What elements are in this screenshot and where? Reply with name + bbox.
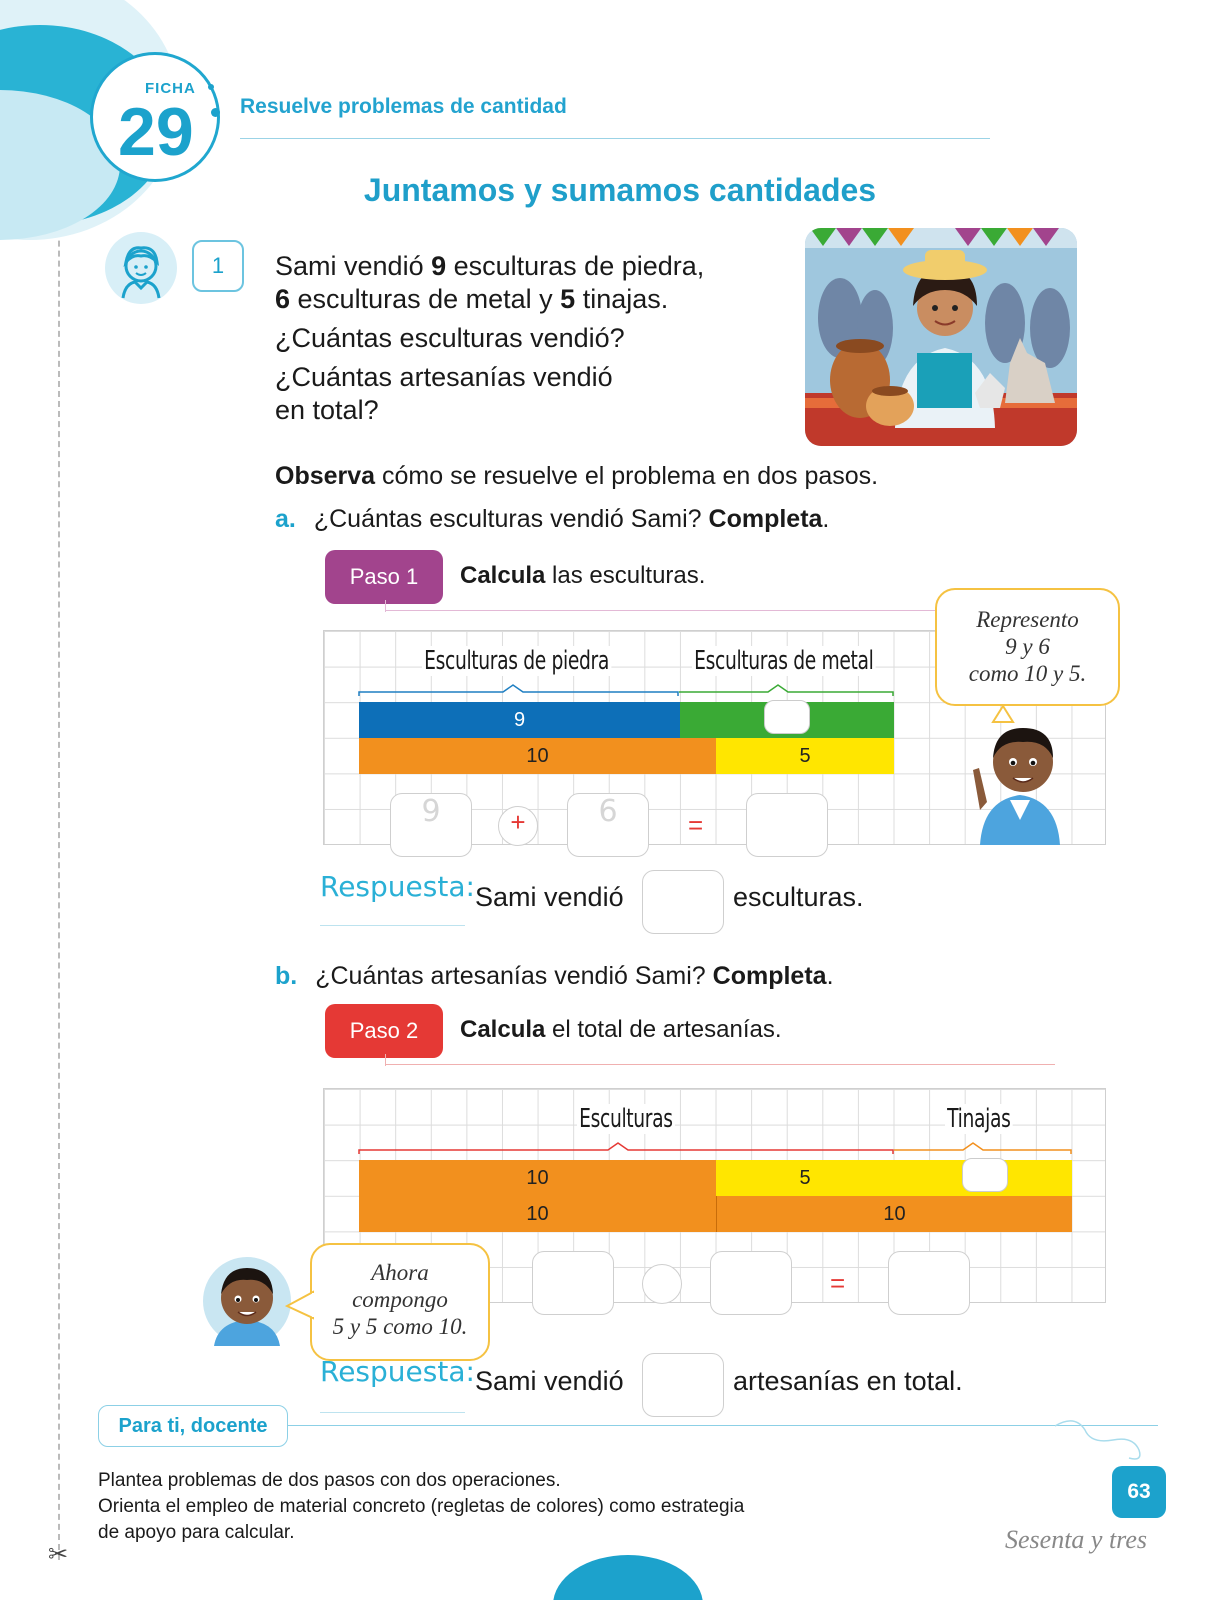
problem-text: tinajas.	[575, 284, 669, 314]
equals-sign: =	[830, 1268, 846, 1298]
question-2-line2: en total?	[275, 395, 379, 425]
question-number: 1	[192, 240, 244, 292]
ficha-number: 29	[118, 94, 194, 170]
part-a-period: .	[822, 505, 830, 533]
instruction-text: cómo se resuelve el problema en dos pasos.	[375, 462, 879, 490]
instruction-observa	[275, 462, 878, 491]
bubble-line: compongo	[352, 1287, 448, 1312]
respuesta-label: Respuesta:	[320, 1355, 475, 1388]
paso-2-text: el total de artesanías.	[545, 1016, 782, 1043]
competency-title: Resuelve problemas de cantidad	[240, 95, 567, 118]
label-esculturas: Esculturas	[577, 1104, 675, 1134]
paso-2-line	[385, 1054, 386, 1066]
paso-1-line	[385, 600, 386, 612]
answer-box-esculturas[interactable]	[642, 870, 724, 934]
bar-orange-10: 10	[359, 1196, 716, 1232]
dot-icon	[208, 84, 214, 90]
bubble-line: Represento	[976, 607, 1079, 632]
docente-divider	[288, 1425, 1158, 1426]
part-a-complete: Completa	[708, 505, 823, 533]
docente-tab: Para ti, docente	[98, 1405, 288, 1447]
label-tinajas: Tinajas	[945, 1104, 1013, 1134]
problem-number: 9	[431, 251, 447, 281]
equation-result-box[interactable]	[746, 793, 828, 857]
bar-orange-10: 10	[716, 1196, 1072, 1232]
problem-text: esculturas de piedra,	[446, 251, 705, 281]
problem-text: esculturas de metal y	[290, 284, 561, 314]
part-b-question	[275, 962, 834, 991]
bubble-line: como 10 y 5.	[968, 661, 1087, 686]
respuesta-underline	[320, 1412, 465, 1413]
problem-statement	[275, 250, 704, 427]
part-b-text: ¿Cuántas artesanías vendió Sami?	[315, 962, 713, 990]
part-b-letter: b.	[275, 962, 298, 990]
speech-bubble-represento	[935, 588, 1120, 706]
plus-sign: +	[498, 806, 538, 846]
respuesta-text: Sami vendió	[475, 1366, 624, 1396]
page-number: 63	[1112, 1466, 1166, 1518]
paso-1-instruction	[460, 562, 705, 590]
bar-yellow-5: 5	[716, 738, 894, 774]
docente-note	[98, 1468, 744, 1546]
answer-box[interactable]	[962, 1158, 1008, 1192]
respuesta-text: artesanías en total.	[733, 1366, 963, 1396]
docente-line: Plantea problemas de dos pasos con dos operaciones.	[98, 1470, 561, 1491]
part-a-text: ¿Cuántas esculturas vendió Sami?	[313, 505, 709, 533]
bubble-tail	[285, 1290, 315, 1320]
operator-circle[interactable]	[642, 1264, 682, 1304]
answer-box-artesanias[interactable]	[642, 1353, 724, 1417]
scissors-icon: ✂	[48, 1540, 69, 1568]
paso-1-badge: Paso 1	[325, 550, 443, 604]
instruction-bold: Observa	[275, 462, 376, 490]
bar-orange-10: 10	[359, 1160, 716, 1196]
bar-orange-10: 10	[359, 738, 716, 774]
part-b-complete: Completa	[712, 962, 827, 990]
paso-2-line	[385, 1064, 1055, 1065]
part-a-question	[275, 505, 829, 534]
docente-line: Orienta el empleo de material concreto (regletas de colores) como estrategia	[98, 1496, 745, 1517]
dot-icon	[211, 108, 220, 117]
page-number-words: Sesenta y tres	[1005, 1525, 1147, 1554]
bar-yellow-5: 5	[716, 1160, 894, 1196]
swirl-decoration	[1055, 1418, 1165, 1468]
equation-box-b[interactable]: 6	[567, 793, 649, 857]
bubble-line: Ahora	[371, 1260, 429, 1285]
equation-box-a[interactable]: 9	[390, 793, 472, 857]
problem-number: 6	[275, 284, 291, 314]
part-b-period: .	[826, 962, 834, 990]
paso-2-bold: Calcula	[460, 1016, 546, 1043]
respuesta-text: esculturas.	[733, 882, 864, 912]
ficha-label: FICHA	[145, 80, 196, 97]
student-icon	[105, 232, 177, 304]
page-title: Juntamos y sumamos cantidades	[363, 172, 877, 208]
paso-2-badge: Paso 2	[325, 1004, 443, 1058]
docente-line: de apoyo para calcular.	[98, 1522, 295, 1543]
equals-sign: =	[688, 810, 704, 840]
bar-blue-9: 9	[359, 702, 680, 738]
respuesta-underline	[320, 925, 465, 926]
boy-pointing-illustration	[965, 700, 1075, 845]
answer-box[interactable]	[764, 700, 810, 734]
problem-number: 5	[560, 284, 576, 314]
bubble-line: 5 y 5 como 10.	[332, 1314, 468, 1339]
label-esculturas-piedra: Esculturas de piedra	[422, 646, 611, 676]
speech-bubble-compongo	[310, 1243, 490, 1361]
equation-box-a[interactable]	[532, 1251, 614, 1315]
bottom-decoration	[553, 1555, 703, 1600]
problem-text: Sami vendió	[275, 251, 432, 281]
respuesta-text: Sami vendió	[475, 882, 624, 912]
paso-2-instruction	[460, 1016, 782, 1044]
paso-1-text: las esculturas.	[545, 562, 706, 589]
label-esculturas-metal: Esculturas de metal	[692, 646, 876, 676]
question-1: ¿Cuántas esculturas vendió?	[275, 323, 625, 353]
boy-portrait-illustration	[202, 1256, 292, 1346]
question-2-line1: ¿Cuántas artesanías vendió	[275, 362, 613, 392]
part-a-letter: a.	[275, 505, 296, 533]
market-illustration	[805, 228, 1077, 446]
respuesta-label: Respuesta:	[320, 870, 475, 903]
equation-result-box[interactable]	[888, 1251, 970, 1315]
paso-1-bold: Calcula	[460, 562, 546, 589]
bubble-line: 9 y 6	[1005, 634, 1050, 659]
equation-box-b[interactable]	[710, 1251, 792, 1315]
header-divider	[240, 138, 990, 139]
